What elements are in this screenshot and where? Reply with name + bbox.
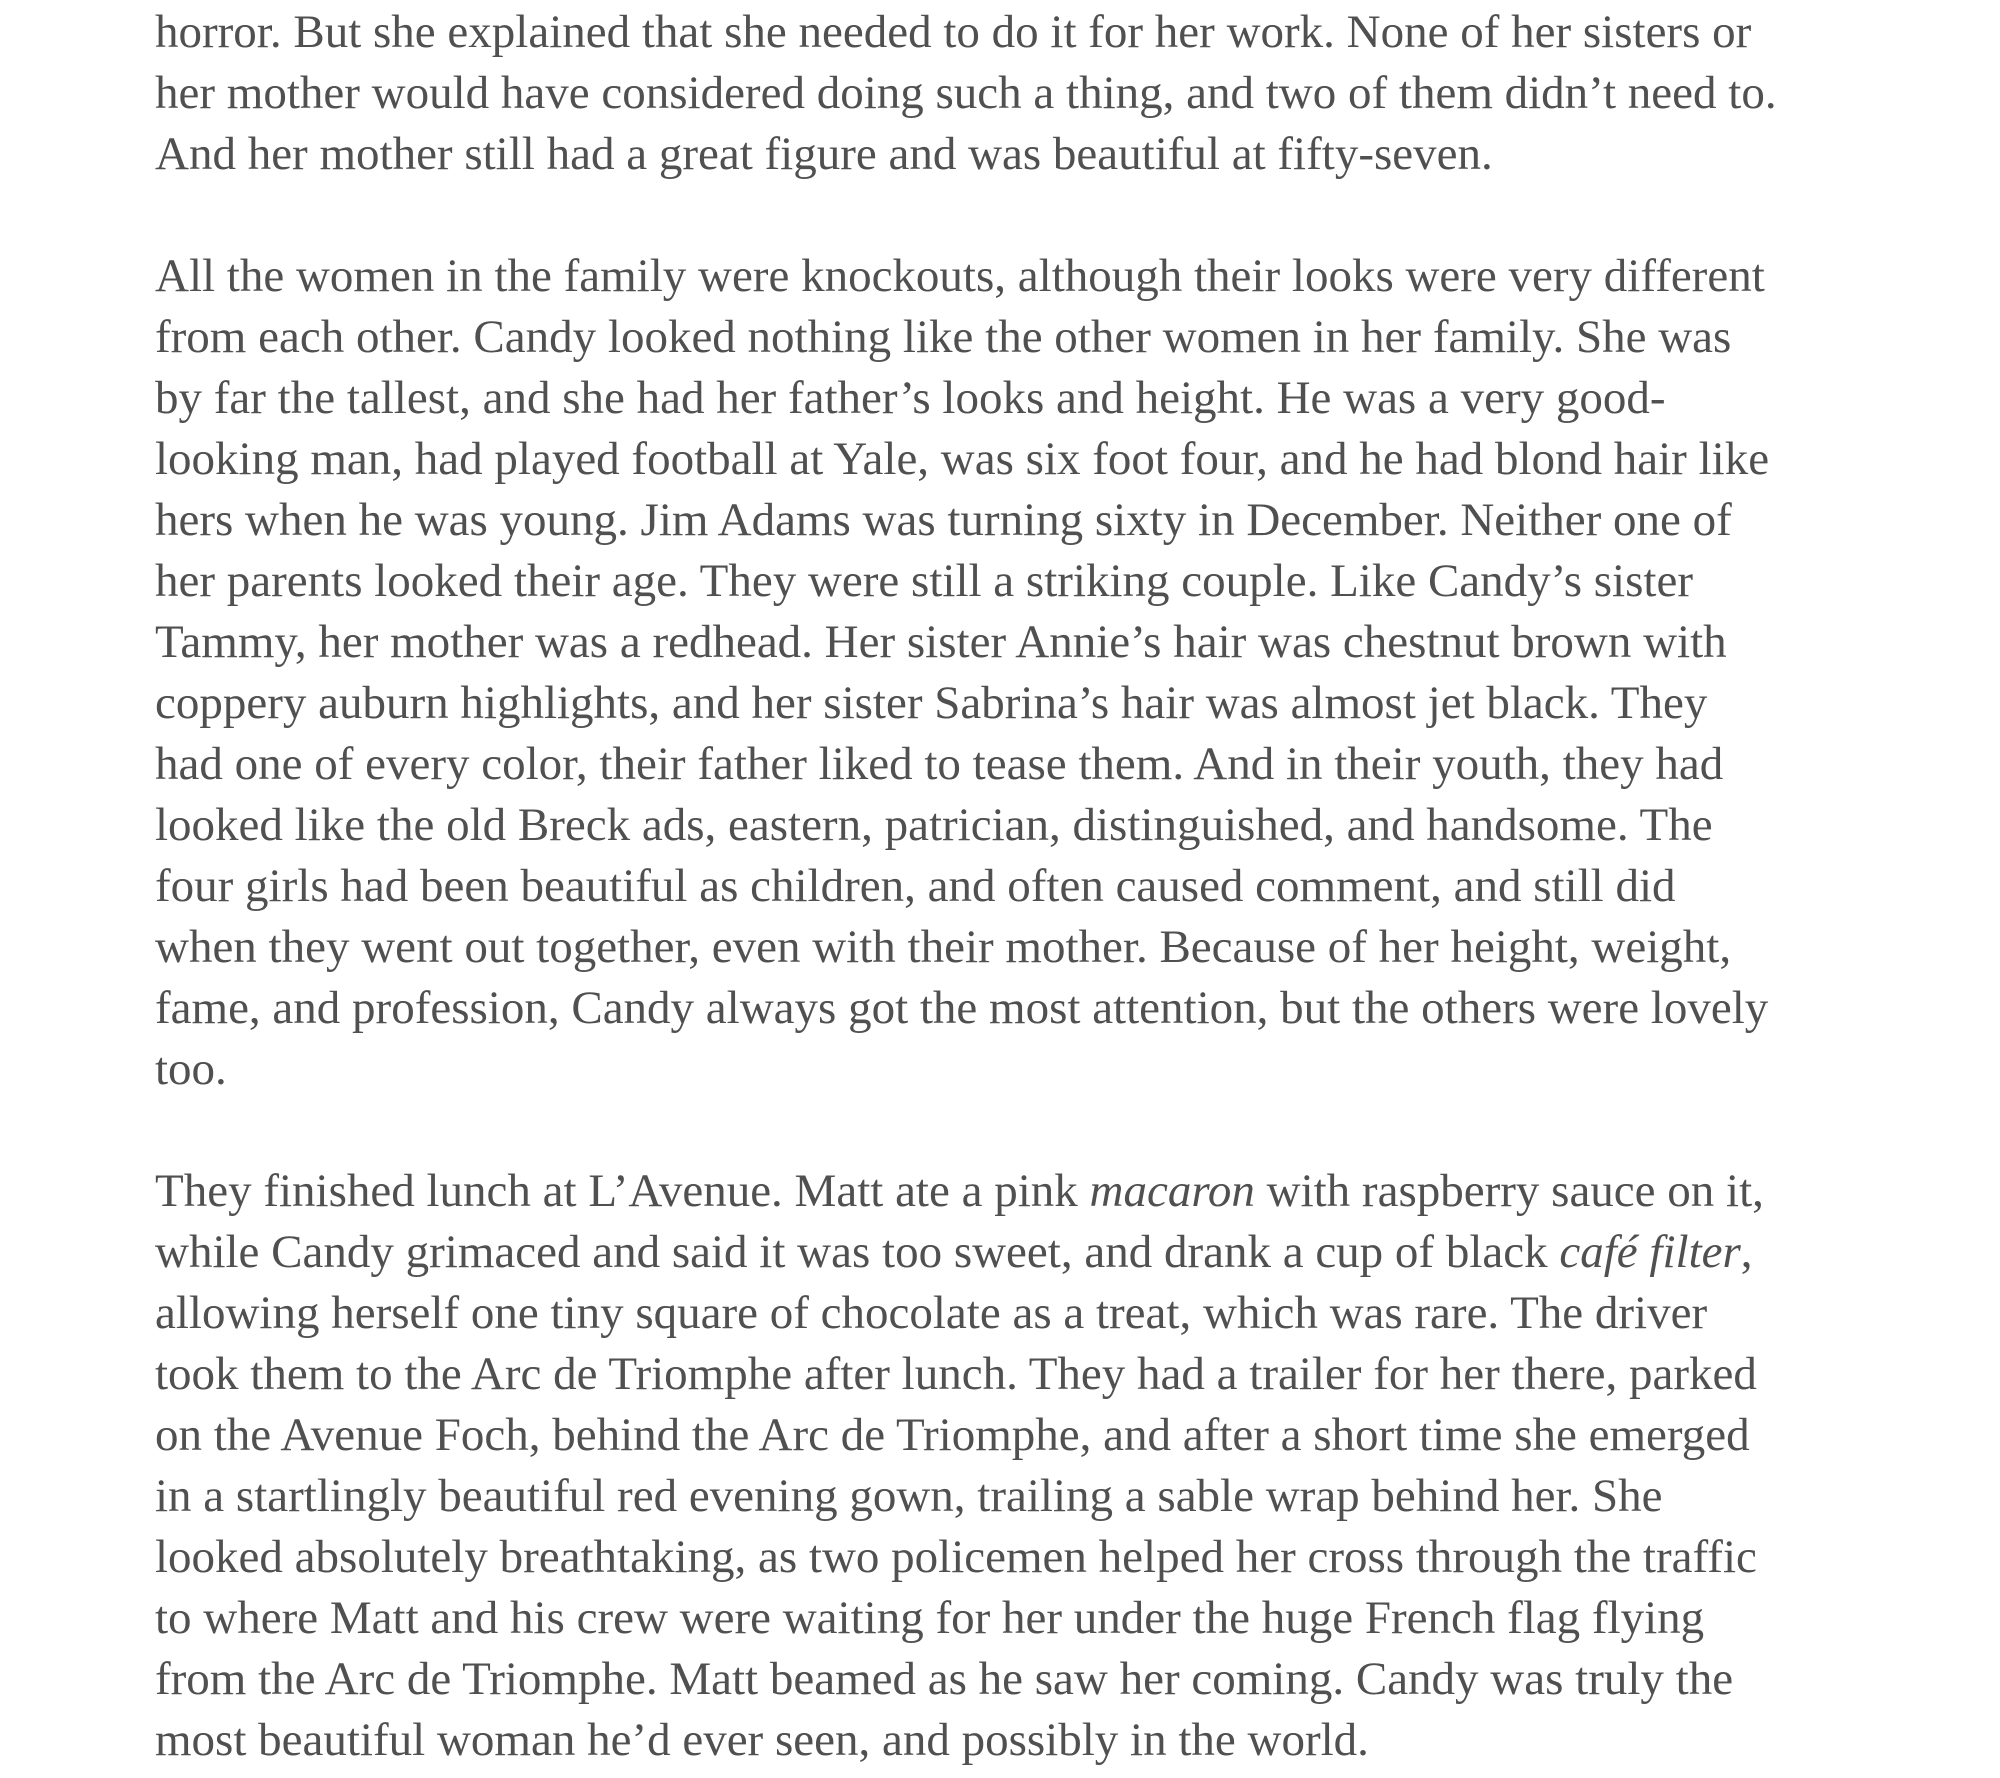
text-line: fame, and profession, Candy always got the most attention, but the others were lovely	[155, 982, 1769, 1034]
italic-term-cafe-filter: café filter	[1559, 1226, 1741, 1278]
text-line	[155, 1161, 1875, 1222]
text-line: in a startlingly beautiful red evening gown, trailing a sable wrap behind her. She	[155, 1470, 1663, 1522]
paragraph-1	[155, 0, 1875, 185]
text-line: on the Avenue Foch, behind the Arc de Triomphe, and after a short time she emerged	[155, 1409, 1750, 1461]
text-run: ,	[1740, 1226, 1753, 1278]
paragraph-3	[155, 1161, 1875, 1771]
text-line: Tammy, her mother was a redhead. Her sister Annie’s hair was chestnut brown with	[155, 616, 1727, 668]
text-line: took them to the Arc de Triomphe after lunch. They had a trailer for her there, parked	[155, 1348, 1757, 1400]
text-line: too.	[155, 1043, 227, 1095]
text-line: looked absolutely breathtaking, as two policemen helped her cross through the traffic	[155, 1531, 1757, 1583]
text-line: most beautiful woman he’d ever seen, and possibly in the world.	[155, 1714, 1369, 1766]
text-line: And her mother still had a great figure and was beautiful at fifty-seven.	[155, 128, 1493, 180]
paragraph-2	[155, 246, 1875, 1100]
text-line: from the Arc de Triomphe. Matt beamed as he saw her coming. Candy was truly the	[155, 1653, 1734, 1705]
text-line: from each other. Candy looked nothing like the other women in her family. She was	[155, 311, 1732, 363]
text-line: her parents looked their age. They were still a striking couple. Like Candy’s sister	[155, 555, 1693, 607]
text-line: when they went out together, even with their mother. Because of her height, weight,	[155, 921, 1732, 973]
text-line: by far the tallest, and she had her father’s looks and height. He was a very good-	[155, 372, 1666, 424]
paragraph-gap	[155, 185, 1875, 246]
text-line: to where Matt and his crew were waiting for her under the huge French flag flying	[155, 1592, 1705, 1644]
text-line: All the women in the family were knockouts, although their looks were very different	[155, 250, 1765, 302]
text-line: looked like the old Breck ads, eastern, patrician, distinguished, and handsome. The	[155, 799, 1713, 851]
text-line: horror. But she explained that she needed to do it for her work. None of her sisters or	[155, 6, 1752, 58]
text-run: They finished lunch at L’Avenue. Matt ate a pink	[155, 1165, 1090, 1217]
text-run: with raspberry sauce on it,	[1254, 1165, 1764, 1217]
paragraph-gap	[155, 1100, 1875, 1161]
text-line: hers when he was young. Jim Adams was turning sixty in December. Neither one of	[155, 494, 1732, 546]
text-line: looking man, had played football at Yale, was six foot four, and he had blond hair like	[155, 433, 1770, 485]
text-line: had one of every color, their father liked to tease them. And in their youth, they had	[155, 738, 1724, 790]
italic-term-macaron: macaron	[1089, 1165, 1255, 1217]
page-text	[155, 0, 1875, 1771]
text-line	[155, 1222, 1875, 1283]
text-line: four girls had been beautiful as children, and often caused comment, and still did	[155, 860, 1676, 912]
text-line: her mother would have considered doing such a thing, and two of them didn’t need to.	[155, 67, 1777, 119]
text-line: coppery auburn highlights, and her sister Sabrina’s hair was almost jet black. They	[155, 677, 1708, 729]
text-line: allowing herself one tiny square of chocolate as a treat, which was rare. The driver	[155, 1287, 1708, 1339]
text-run: while Candy grimaced and said it was too sweet, and drank a cup of black	[155, 1226, 1560, 1278]
